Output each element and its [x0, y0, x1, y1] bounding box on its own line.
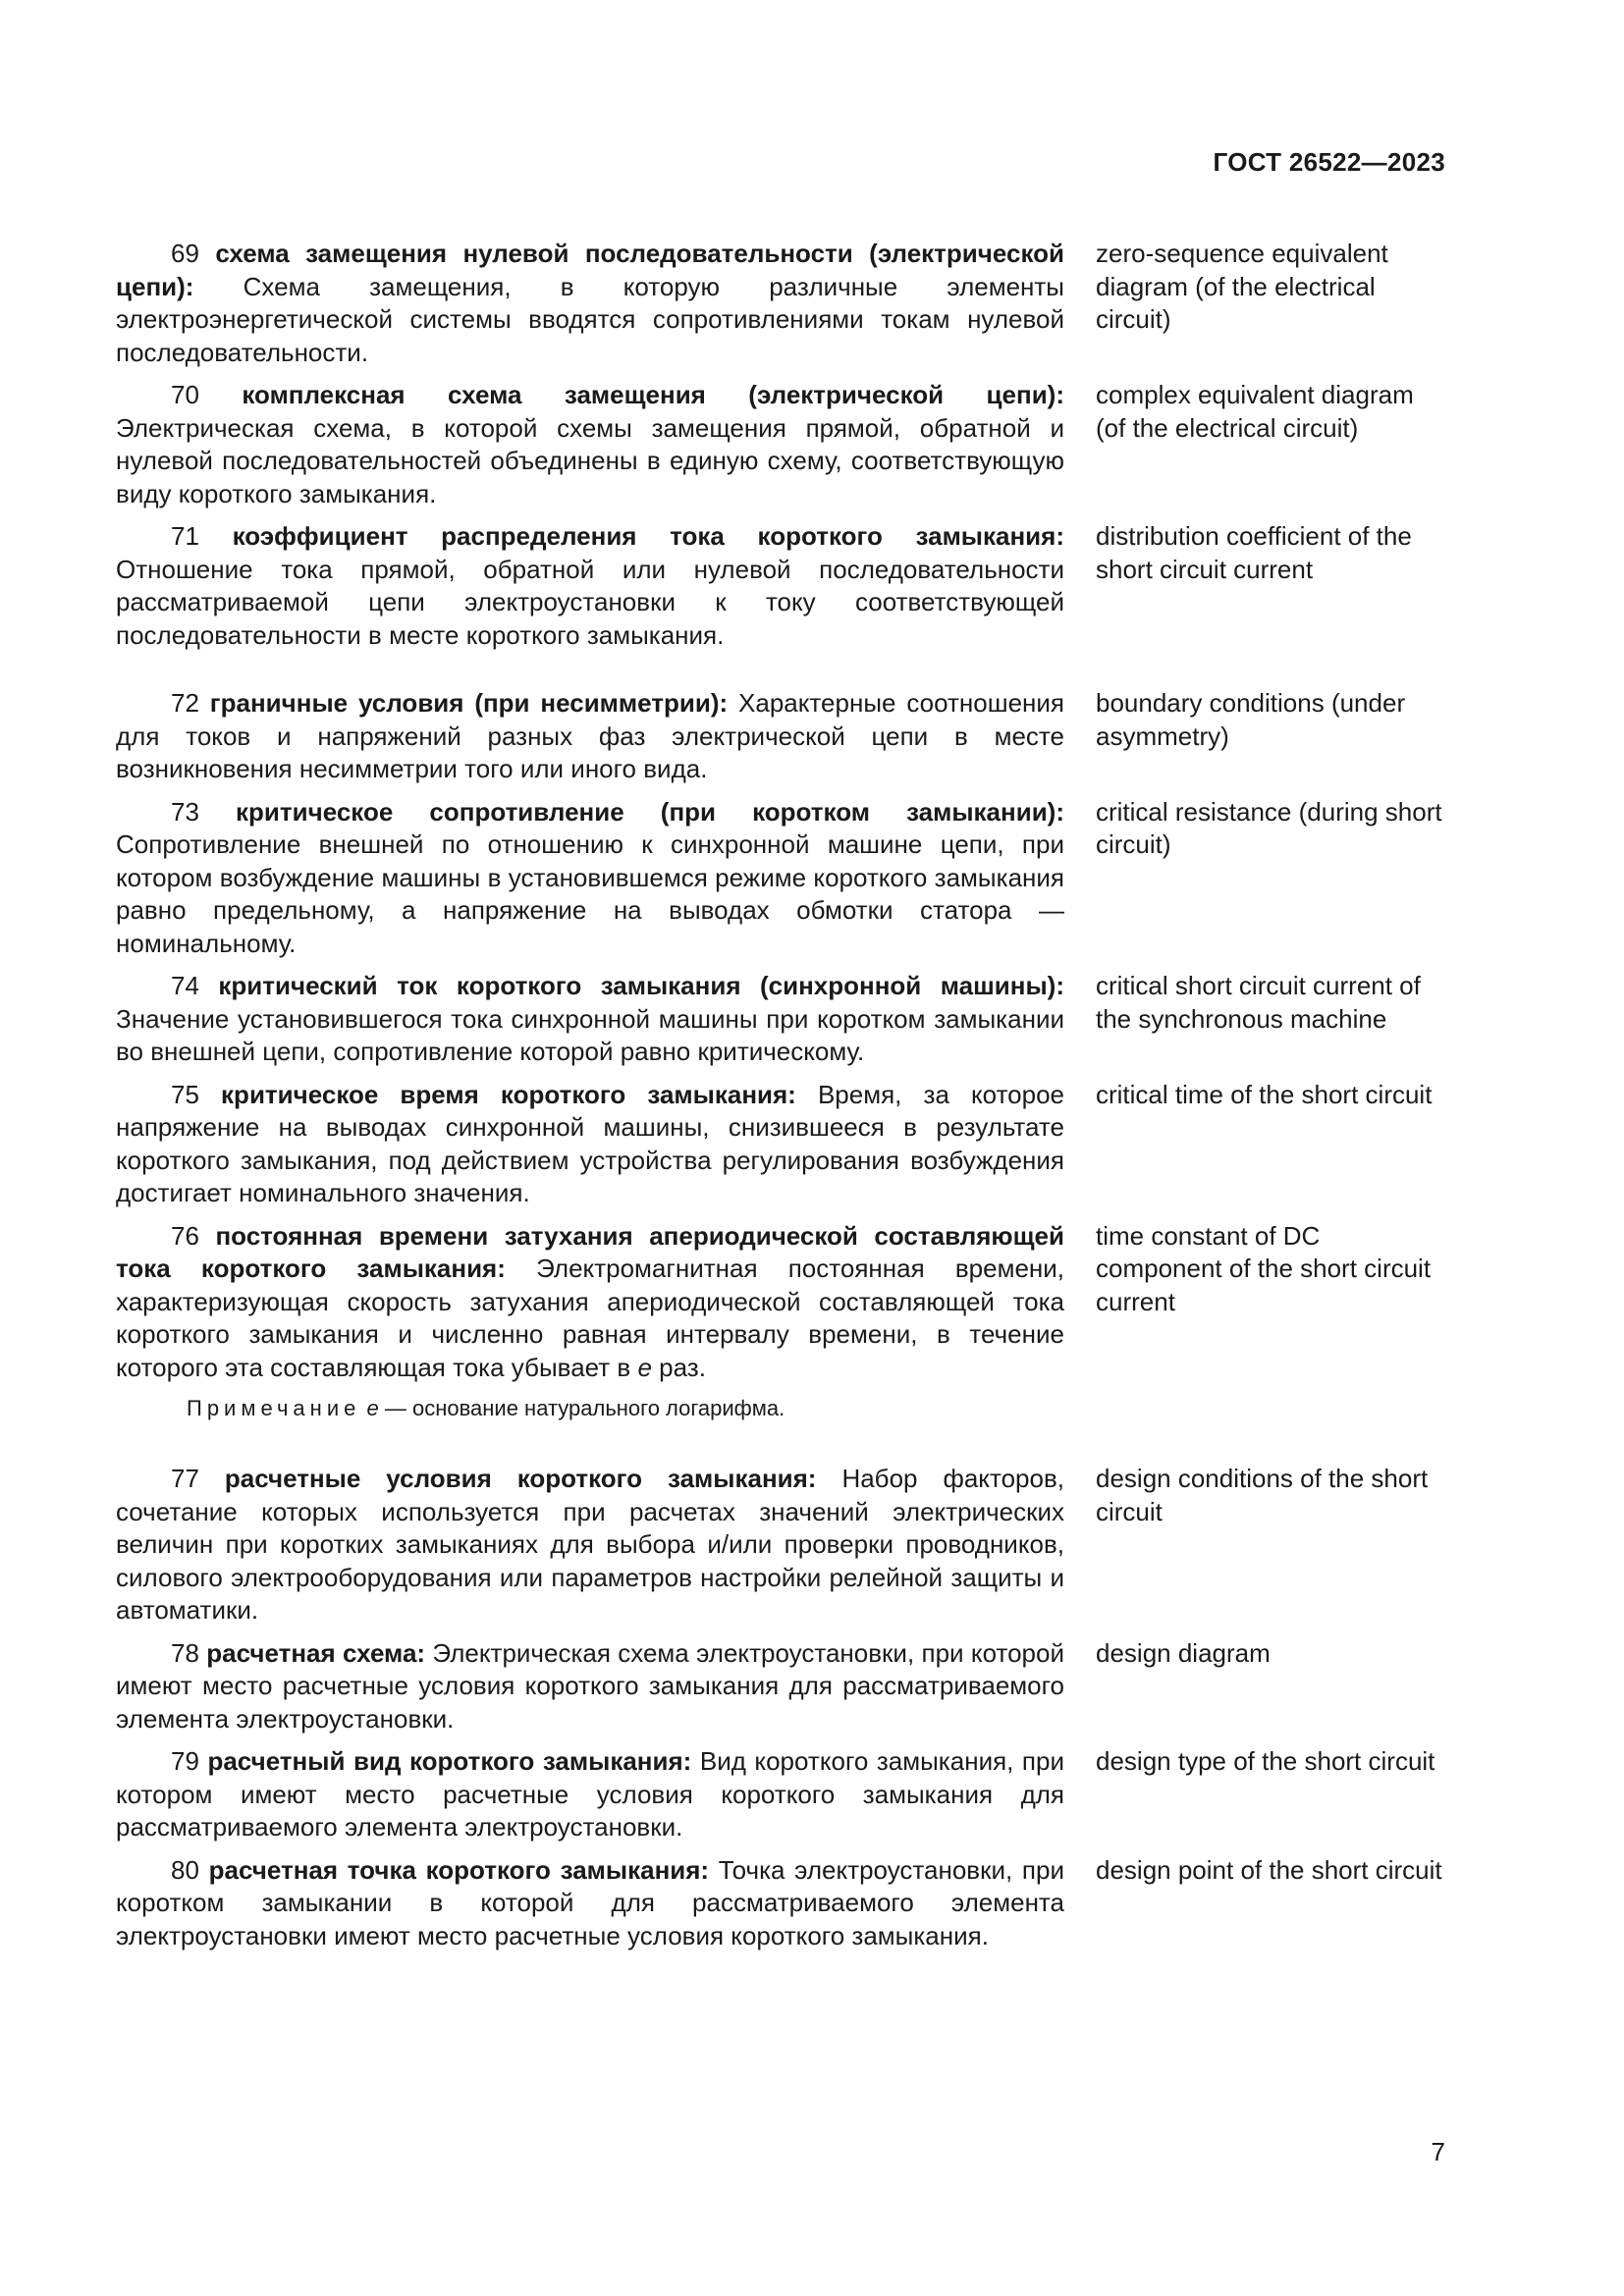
- term-text: Электромагнитная постоянная времени, характеризующая скорость затухания апериодической составляющей тока короткого замыкания и численно равная интервалу времени, в течение которого эта составляющая тока убывает в: [116, 1254, 1065, 1382]
- term-entry-69: [116, 238, 1445, 369]
- term-text: Сопротивление внешней по отношению к синхронной машине цепи, при котором возбуждение машины в установившемся режиме короткого замыкания равно предельному, а напряжение на выводах обмотки статора — номинальному.: [116, 829, 1064, 958]
- term-entry-75: [116, 1079, 1445, 1210]
- term-english: critical short circuit current of the synchronous machine: [1096, 971, 1421, 1034]
- term-english: design diagram: [1096, 1637, 1271, 1668]
- term-number: 72: [171, 688, 199, 718]
- term-entry-72: [116, 687, 1445, 786]
- term-text: Значение установившегося тока синхронной машины при коротком замыкании во внешней цепи, сопротивление которой равно критическому.: [116, 1003, 1064, 1066]
- document-code: ГОСТ 26522—2023: [1213, 147, 1445, 177]
- term-number: 70: [171, 380, 199, 409]
- term-number: 73: [171, 796, 199, 827]
- term-english: design type of the short circuit: [1096, 1746, 1435, 1776]
- term-title: расчетная точка короткого замыкания:: [208, 1854, 710, 1885]
- term-english: boundary conditions (under asymmetry): [1096, 688, 1406, 751]
- term-text: Точка электроустановки, при коротком замыкании в которой для рассматриваемого элемента электроустановки имеют место расчетные условия короткого замыкания.: [116, 1854, 1064, 1950]
- term-entry-74: [116, 970, 1445, 1069]
- terms-list: [116, 238, 1445, 1962]
- term-english: design conditions of the short circuit: [1096, 1464, 1429, 1526]
- term-text: Схема замещения, в которую различные элементы электроэнергетической системы вводятся сопротивлениями токам нулевой последовательности.: [116, 271, 1064, 367]
- term-definition: [116, 970, 1064, 1069]
- term-entry-76: [116, 1220, 1445, 1385]
- term-definition: [116, 379, 1064, 510]
- term-text: Характерные соотношения для токов и напряжений разных фаз электрической цепи в месте возникновения несимметрии того или иного вида.: [116, 688, 1064, 783]
- term-entry-79: [116, 1745, 1445, 1844]
- term-title: постоянная времени затухания апериодической составляющей тока короткого замыкания:: [116, 1220, 1064, 1283]
- term-entry-73: [116, 796, 1445, 961]
- term-title: расчетные условия короткого замыкания:: [224, 1464, 817, 1493]
- term-definition: [116, 1220, 1064, 1385]
- term-english: complex equivalent diagram (of the electrical circuit): [1096, 380, 1414, 443]
- page-number: 7: [1431, 2137, 1445, 2166]
- term-text: Набор факторов, сочетание которых используется при расчетах значений электрических величин при коротких замыканиях для выбора и/или проверки проводников, силового электрооборудования или параметров настройки релейной защиты и автоматики.: [116, 1464, 1064, 1625]
- term-definition: [116, 687, 1064, 786]
- term-definition: [116, 1463, 1064, 1628]
- term-definition: [116, 1854, 1064, 1953]
- note-variable: е: [366, 1396, 379, 1420]
- term-text: Отношение тока прямой, обратной или нулевой последовательности рассматриваемой цепи электроустановки к току соответствующей последовательности в месте короткого замыкания.: [116, 554, 1064, 650]
- term-english: distribution coefficient of the short circuit current: [1096, 521, 1412, 584]
- term-number: 71: [171, 521, 199, 551]
- term-title: комплексная схема замещения (электрической цепи):: [242, 380, 1064, 409]
- term-title: критическое время короткого замыкания:: [221, 1079, 796, 1109]
- term-title: коэффициент распределения тока короткого замыкания:: [232, 521, 1064, 551]
- term-definition: [116, 1079, 1064, 1210]
- term-text-end: раз.: [659, 1352, 706, 1382]
- term-definition: [116, 238, 1064, 369]
- term-entry-70: [116, 379, 1445, 510]
- term-title: расчетный вид короткого замыкания:: [207, 1746, 692, 1776]
- term-english: critical resistance (during short circuit): [1096, 796, 1442, 859]
- term-english: critical time of the short circuit: [1096, 1079, 1433, 1109]
- term-text: Электрическая схема электроустановки, при которой имеют место расчетные условия короткого замыкания для рассматриваемого элемента электроустановки.: [116, 1637, 1064, 1734]
- term-title: расчетная схема:: [206, 1637, 426, 1668]
- variable-e: е: [637, 1352, 652, 1382]
- term-text: Электрическая схема, в которой схемы замещения прямой, обратной и нулевой последовательностей объединены в единую схему, соответствующую виду короткого замыкания.: [116, 412, 1064, 508]
- term-number: 76: [171, 1220, 199, 1251]
- term-title: граничные условия (при несимметрии):: [209, 688, 729, 718]
- term-definition: [116, 796, 1064, 961]
- term-number: 75: [171, 1079, 199, 1109]
- term-number: 77: [171, 1464, 199, 1493]
- note-label: Примечание: [187, 1396, 361, 1420]
- term-entry-71: [116, 520, 1445, 652]
- note: [116, 1394, 1445, 1423]
- term-entry-80: [116, 1854, 1445, 1953]
- term-number: 79: [171, 1746, 199, 1776]
- note-text: — основание натурального логарифма.: [384, 1396, 785, 1420]
- term-title: критический ток короткого замыкания (синхронной машины):: [218, 971, 1064, 1000]
- term-text: Вид короткого замыкания, при котором имеют место расчетные условия короткого замыкания для рассматриваемого элемента электроустановки.: [116, 1746, 1064, 1842]
- term-english: time constant of DC component of the short circuit current: [1096, 1220, 1432, 1316]
- term-entry-78: [116, 1637, 1445, 1736]
- term-entry-77: [116, 1463, 1445, 1628]
- term-english: design point of the short circuit: [1096, 1854, 1442, 1885]
- term-text: Время, за которое напряжение на выводах синхронной машины, снизившееся в результате короткого замыкания, под действием устройства регулирования возбуждения достигает номинального значения.: [116, 1079, 1065, 1207]
- term-title: критическое сопротивление (при коротком замыкании):: [236, 796, 1065, 827]
- term-definition: [116, 1637, 1064, 1736]
- term-number: 69: [171, 239, 199, 268]
- term-title: схема замещения нулевой последовательности (электрической цепи):: [116, 239, 1064, 301]
- term-definition: [116, 1745, 1064, 1844]
- term-number: 80: [171, 1854, 199, 1885]
- term-definition: [116, 520, 1064, 652]
- term-number: 78: [171, 1637, 199, 1668]
- term-number: 74: [171, 971, 199, 1000]
- term-english: zero-sequence equivalent diagram (of the electrical circuit): [1096, 239, 1388, 334]
